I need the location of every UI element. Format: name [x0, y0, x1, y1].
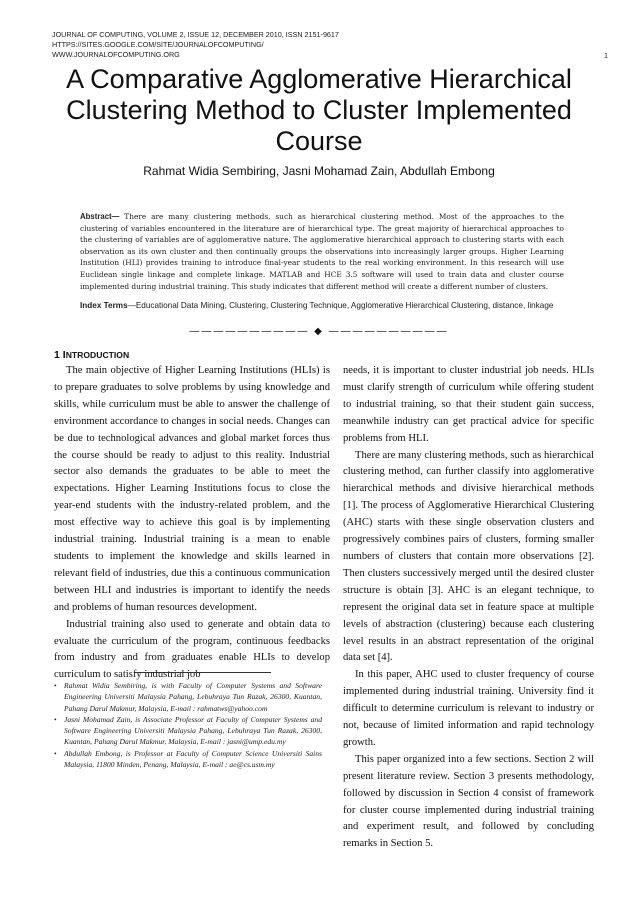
footnote-item: [54, 714, 322, 748]
divider-dashes-left: ——————————: [189, 326, 310, 337]
index-terms-label: Index Terms: [80, 301, 128, 310]
right-column: [343, 363, 594, 853]
abstract-label: Abstract: [80, 212, 112, 221]
section-number: 1: [54, 349, 60, 361]
footnote-bullet: •: [54, 681, 57, 690]
paper-title: A Comparative Agglomerative Hierarchical Clustering Method to Cluster Implemented Course: [66, 64, 572, 156]
section-title-rest: NTRODUCTION: [65, 350, 130, 360]
abstract-text: There are many clustering methods, such as hierarchical clustering method. Most of the approaches to the clustering of variables encountered in the literature are of hierarchical type. The great majority of hierarchical approaches to the clustering of variables are of agglomerative nature. The agglomerative hierarchical approach to clustering starts with each observation as its own cluster and then continually groups the observations into increasingly larger groups. Higher Learning Institution (HLI) provides training to introduce final-year students to the real working environment. In this research will use Euclidean single linkage and complete linkage. MATLAB and HCE 3.5 software will used to train data and cluster course implemented during industrial training. This study indicates that different method will create a different number of clusters.: [80, 212, 564, 291]
journal-header: [52, 30, 612, 60]
section-divider: [0, 326, 638, 337]
journal-header-line-1: JOURNAL OF COMPUTING, VOLUME 2, ISSUE 12, DECEMBER 2010, ISSN 2151-9617: [52, 30, 339, 39]
body-paragraph: Industrial training also used to generate and obtain data to evaluate the curriculum of the program, continuous feedbacks from industry and from graduates enable HLIs to develop curriculum to satisfy industrial job: [54, 618, 330, 681]
journal-header-line-2: HTTPS://SITES.GOOGLE.COM/SITE/JOURNALOFCOMPUTING/: [52, 40, 264, 49]
page-number: 1: [604, 51, 608, 60]
abstract-separator: —: [111, 212, 120, 221]
footnote-item: [54, 680, 322, 714]
index-terms: [80, 300, 564, 311]
body-paragraph: The main objective of Higher Learning Institutions (HLIs) is to prepare graduates to solve problems by using knowledge and skills, while curriculum must be able to answer the challenge of environment accordance to changes in social needs. Changes can be due to technological advances and global market forces thus the course should be ready to adjust to this reality. Industrial sector also demands the graduates to be able to meet the expectations. Higher Learning Institutions focus to close the year-end students with the industry-related problem, and the most effective way to achieve this goal is by implementing industrial training. Industrial training is a mean to enable students to implement the knowledge and skills learned in relevant field of industries, due this a continuous communication between HLI and industries is important to identify the needs and problems of human resources development.: [54, 365, 330, 613]
footnote-text: Rahmat Widia Sembiring, is with Faculty of Computer Systems and Software Engineering Universiti Malaysia Pahang, Lebuhraya Tun Razak, 26300, Kuantan, Pahang Darul Makmur, Malaysia, E-mail : rahmatws@yahoo.com: [64, 681, 322, 713]
footnote-text: Abdullah Embong, is Professor at Faculty of Computer Science Universiti Sains Malaysia, 11800 Minden, Penang, Malaysia, E-mail : ae@cs.usm.my: [64, 748, 322, 770]
footnote-text: Jasni Mohamad Zain, is Associate Professor at Faculty of Computer Systems and Software Engineering Universiti Malaysia Pahang, Lebuhraya Tun Razak, 26300, Kuantan, Pahang Darul Makmur, Malaysia, E-mail : jasni@ump.edu.my: [64, 714, 322, 747]
footnote-bullet: •: [54, 748, 57, 758]
author-list: Rahmat Widia Sembiring, Jasni Mohamad Zain, Abdullah Embong: [143, 164, 495, 178]
section-title-initial: I: [62, 349, 66, 361]
left-column: [54, 363, 330, 684]
footnote-rule: [135, 672, 271, 673]
journal-header-line-3: WWW.JOURNALOFCOMPUTING.ORG: [52, 50, 180, 59]
body-paragraph: This paper organized into a few sections. Section 2 will present literature review. Section 3 presents methodology, followed by discussion in Section 4 consist of framework for cluster course implemented during industrial training and experiment result, and followed by concluding remarks in Section 5.: [343, 753, 594, 850]
abstract: [80, 211, 564, 292]
divider-diamond: ◆: [314, 326, 324, 337]
body-paragraph: In this paper, AHC used to cluster frequency of course implemented during industrial training. University find it difficult to determine curriculum is relevant to industry or not, because of limited information and rapid technology growth.: [343, 669, 594, 748]
body-paragraph: needs, it is important to cluster industrial job needs. HLIs must clarify strength of curriculum while offering student to industrial training, so that their student gain success, meanwhile industry can get practical advice for specific problems from HLI.: [343, 365, 594, 444]
footnote-bullet: •: [54, 714, 57, 724]
footnote-item: [54, 748, 322, 771]
section-heading-introduction: [54, 349, 129, 361]
author-footnotes: [54, 680, 322, 770]
body-paragraph: There are many clustering methods, such as hierarchical clustering method, can further classify into agglomerative hierarchical methods and divisive hierarchical methods [1]. The process of Agglomerative Hierarchical Clustering (AHC) starts with these single observation clusters and progressively combines pairs of clusters, forming smaller numbers of clusters that contain more observations [2]. Then clusters successively merged until the desired cluster structure is obtain [3]. AHC is an elegant technique, to represent the original data set in feature space at multiple levels of abstraction (clustering) because each clustering level results in an abstract representation of the original data set [4].: [343, 449, 594, 664]
index-terms-text: —Educational Data Mining, Clustering, Clustering Technique, Agglomerative Hierarchical Clustering, distance, linkage: [127, 301, 554, 310]
divider-dashes-right: ——————————: [328, 326, 449, 337]
